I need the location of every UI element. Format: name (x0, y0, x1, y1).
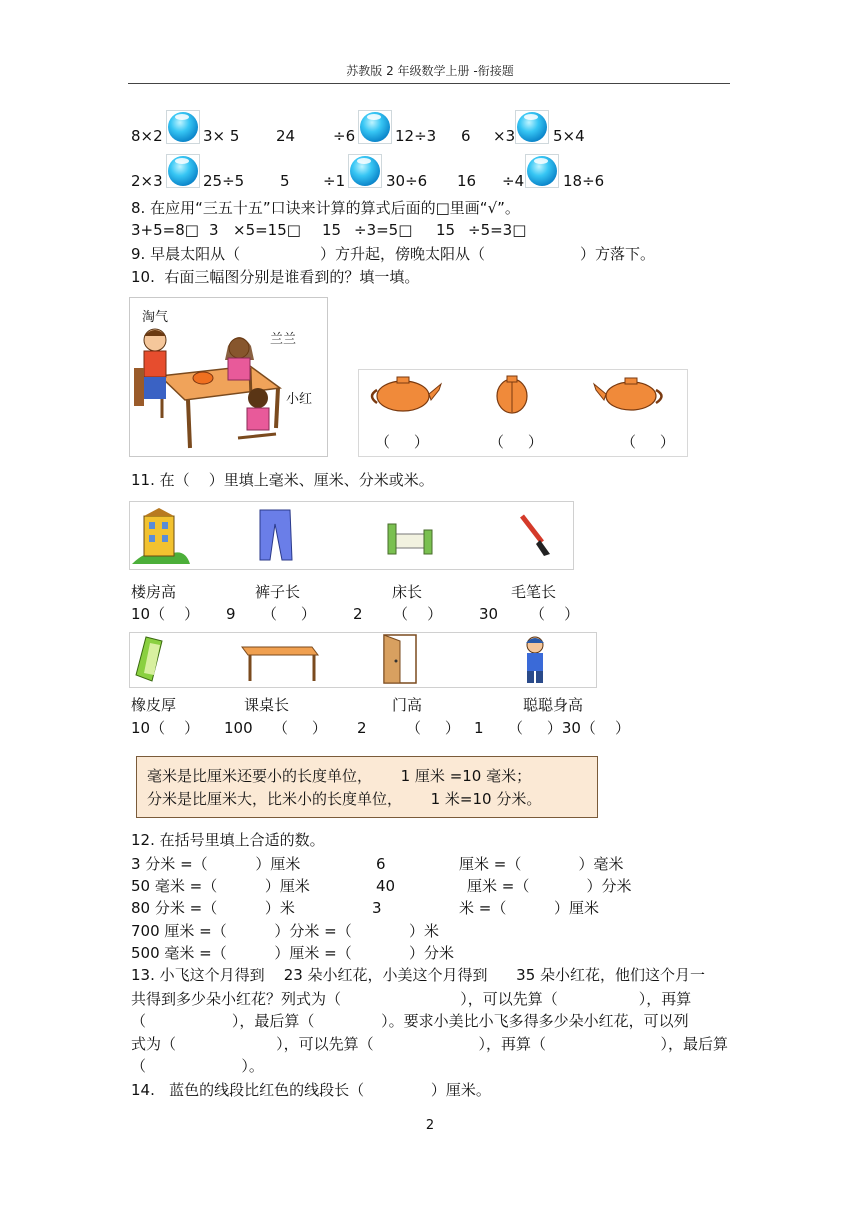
label-lanlan: 兰兰 (270, 332, 297, 347)
q10-blank-2[interactable]: （ ） (489, 433, 543, 451)
teapot-views-figure (358, 369, 688, 457)
note-line-2: 分米是比厘米大，比米小的长度单位， 1 米=10 分米。 (147, 790, 542, 808)
q11-question: 11. 在（ ）里填上毫米、厘米、分米或米。 (131, 471, 434, 489)
q12-r2-left: 50 毫米 =（ ）厘米 (131, 877, 310, 895)
q9-part-b: ）方升起，傍晚太阳从（ (320, 245, 486, 263)
q11-r1-val-4b[interactable]: （ ） (530, 605, 580, 623)
q13-line-4: 式为（ ），可以先算（ ），再算（ ），最后算 (131, 1035, 728, 1053)
q8-question: 8. 在应用“三五十五”口诀来计算的算式后面的□里画“√”。 (131, 199, 520, 217)
q13-line-1: 13. 小飞这个月得到 23 朵小红花，小美这个月得到 35 朵小红花，他们这个月一 (131, 966, 706, 984)
q8-item-2b: ×5=15□ (233, 221, 301, 239)
q7-r1-expr-5: 12÷3 (395, 127, 437, 145)
q12-r5: 500 毫米 =（ ）厘米 =（ ）分米 (131, 944, 454, 962)
building-icon (132, 508, 190, 564)
q12-r3-mid: 3 (372, 899, 382, 917)
q11-r2-val-4b[interactable]: （ ）30（ ） (508, 719, 630, 737)
q8-item-3b: ÷3=5□ (354, 221, 413, 239)
q11-r1-val-3b[interactable]: （ ） (393, 605, 443, 623)
q11-r1-label-3: 床长 (392, 583, 423, 601)
bubble-answer-icon[interactable] (166, 110, 200, 144)
q11-r1-label-4: 毛笔长 (511, 583, 557, 601)
q11-r2-val-2a: 100 (224, 719, 253, 737)
q11-r2-label-3: 门高 (392, 696, 423, 714)
q14-question: 14. 蓝色的线段比红色的线段长（ ）厘米。 (131, 1081, 491, 1099)
page-header: 苏教版 2 年级数学上册 -衔接题 (346, 64, 514, 78)
desk-icon (242, 647, 318, 681)
bubble-answer-icon[interactable] (348, 154, 382, 188)
q9-part-a: 9. 早晨太阳从（ (131, 245, 241, 263)
q12-r2-right: 厘米 =（ ）分米 (467, 877, 632, 895)
q12-r2-mid: 40 (376, 877, 396, 895)
q11-r2-val-4a: 1 (474, 719, 484, 737)
q12-r1-right: 厘米 =（ ）毫米 (459, 855, 624, 873)
q11-r1-val-1: 10（ ） (131, 605, 200, 623)
q7-r1-expr-1: 8×2 (131, 127, 163, 145)
q11-r1-val-3a: 2 (353, 605, 363, 623)
q7-r2-expr-3: 5 (280, 172, 290, 190)
q12-r3-right: 米 =（ ）厘米 (459, 899, 600, 917)
label-taoqi: 淘气 (142, 310, 169, 325)
q11-images-row-2 (129, 632, 597, 688)
teapot-icon (372, 377, 441, 411)
q8-item-4b: ÷5=3□ (468, 221, 527, 239)
q12-question: 12. 在括号里填上合适的数。 (131, 831, 325, 849)
q11-r2-label-4: 聪聪身高 (523, 696, 584, 714)
unit-note-box (136, 756, 598, 818)
q7-r1-expr-7: ×3 (493, 127, 516, 145)
q11-r1-val-2b[interactable]: （ ） (262, 605, 316, 623)
q11-r2-val-1: 10（ ） (131, 719, 200, 737)
door-icon (384, 635, 416, 683)
q12-r3-left: 80 分米 =（ ）米 (131, 899, 295, 917)
q10-blank-3[interactable]: （ ） (621, 433, 675, 451)
teapot-front-icon (497, 376, 527, 413)
q7-r1-expr-4: ÷6 (333, 127, 356, 145)
q8-item-2a: 3 (209, 221, 219, 239)
eraser-icon (136, 637, 162, 681)
q11-r2-val-3b[interactable]: （ ） (406, 719, 460, 737)
q11-r2-val-2b[interactable]: （ ） (273, 719, 327, 737)
q7-r2-expr-7: ÷4 (502, 172, 525, 190)
q7-r2-expr-6: 16 (457, 172, 477, 190)
q7-r2-expr-1: 2×3 (131, 172, 163, 190)
q7-r1-expr-3: 24 (276, 127, 296, 145)
trousers-icon (260, 510, 292, 560)
q11-r2-label-2: 课桌长 (244, 696, 290, 714)
bubble-answer-icon[interactable] (166, 154, 200, 188)
q9-part-c: ）方落下。 (580, 245, 656, 263)
bubble-answer-icon[interactable] (525, 154, 559, 188)
bubble-answer-icon[interactable] (515, 110, 549, 144)
table-scene-figure (129, 297, 328, 457)
header-rule (128, 83, 730, 84)
q13-line-3: （ ），最后算（ ）。要求小美比小飞多得多少朵小红花，可以列 (131, 1012, 689, 1030)
label-xiaohong: 小红 (286, 392, 313, 407)
q12-r1-mid: 6 (376, 855, 386, 873)
q12-r1-left: 3 分米 =（ ）厘米 (131, 855, 301, 873)
q8-item-4a: 15 (436, 221, 456, 239)
q7-r2-expr-2: 25÷5 (203, 172, 245, 190)
q12-r4: 700 厘米 =（ ）分米 =（ ）米 (131, 922, 439, 940)
q11-r1-val-4a: 30 (479, 605, 499, 623)
bed-icon (388, 524, 432, 554)
q11-r2-val-3a: 2 (357, 719, 367, 737)
q7-r1-expr-6: 6 (461, 127, 471, 145)
note-line-1: 毫米是比厘米还要小的长度单位， 1 厘米 =10 毫米； (147, 767, 532, 785)
q13-line-5: （ ）。 (131, 1057, 264, 1075)
q7-r2-expr-8: 18÷6 (563, 172, 605, 190)
bubble-answer-icon[interactable] (358, 110, 392, 144)
q10-blank-1[interactable]: （ ） (375, 433, 429, 451)
boy-icon (526, 637, 544, 683)
q7-r1-expr-2: 3× 5 (203, 127, 240, 145)
q11-r1-label-1: 楼房高 (131, 583, 177, 601)
teapot-icon (594, 378, 662, 410)
q11-images-row-1 (129, 501, 574, 570)
q7-r1-expr-8: 5×4 (553, 127, 585, 145)
q7-r2-expr-5: 30÷6 (386, 172, 428, 190)
q7-r2-expr-4: ÷1 (323, 172, 346, 190)
q11-r1-val-2a: 9 (226, 605, 236, 623)
brush-icon (522, 516, 550, 556)
q8-item-1: 3+5=8□ (131, 221, 199, 239)
q10-question: 10. 右面三幅图分别是谁看到的？填一填。 (131, 268, 420, 286)
q11-r2-label-1: 橡皮厚 (131, 696, 177, 714)
page-number: 2 (425, 1118, 435, 1133)
q8-item-3a: 15 (322, 221, 342, 239)
q13-line-2: 共得到多少朵小红花？列式为（ ），可以先算（ ），再算 (131, 990, 692, 1008)
q11-r1-label-2: 裤子长 (255, 583, 301, 601)
